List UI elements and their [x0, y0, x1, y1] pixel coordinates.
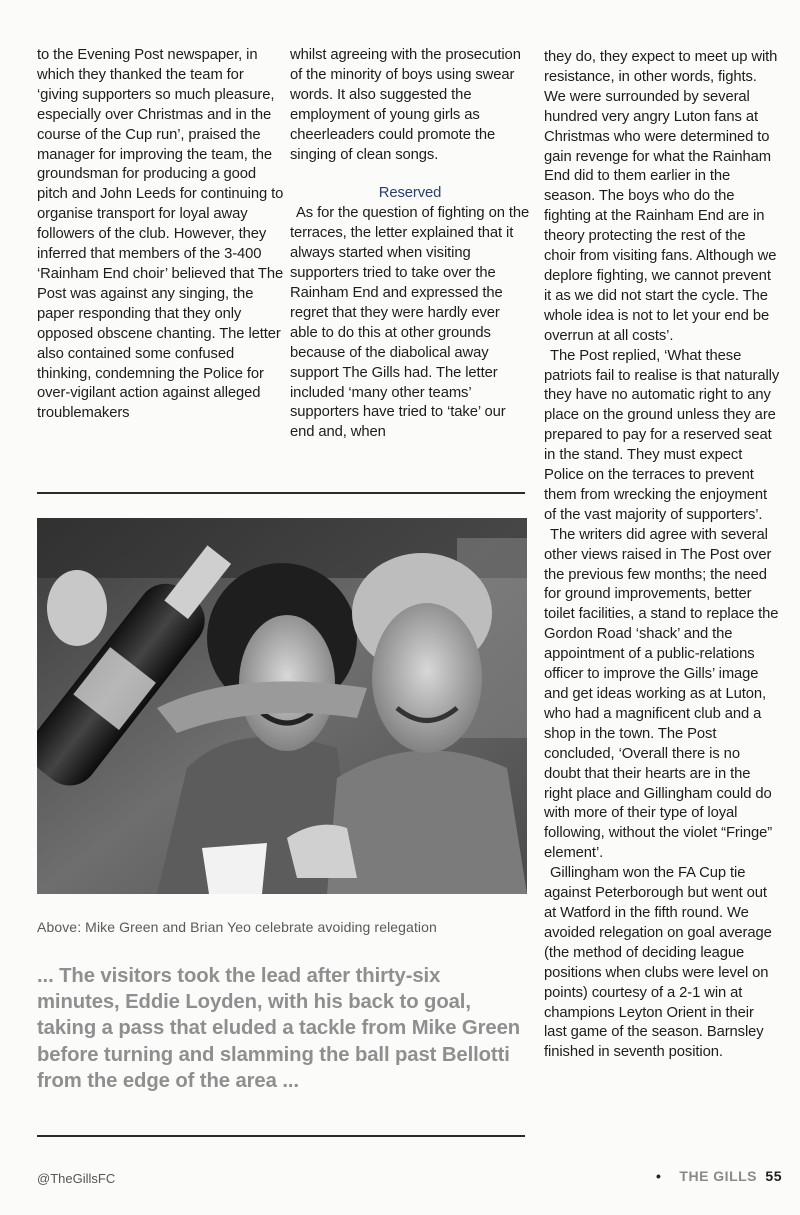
bullet-icon: •	[656, 1168, 662, 1184]
article-column-3	[544, 48, 780, 1063]
article-column-2	[290, 46, 530, 443]
paragraph: to the Evening Post newspaper, in which they thanked the team for ‘giving supporters so much pleasure, especially over Christmas and in the course of the Cup run’, praised the manager for improving the team, the groundsman for producing a good pitch and John Leeds for continuing to organise transport for loyal away followers of the club. However, they inferred that members of the 3-400 ‘Rainham End choir’ believed that The Post was against any singing, the paper responding that they only opposed obscene chanting. The letter also contained some confused thinking, condemning the Police for over-vigilant action against alleged troublemakers	[37, 47, 284, 422]
pull-quote: ... The visitors took the lead after thirty-six minutes, Eddie Loyden, with his back to goal, taking a pass that eluded a tackle from Mike Green before turning and slamming the ball past Bellotti from the edge of the area ...	[37, 965, 521, 1092]
photo-players-celebrating	[37, 518, 527, 894]
divider-rule	[37, 1135, 525, 1137]
divider-rule	[37, 492, 525, 494]
article-column-1	[37, 46, 285, 424]
photo-caption: Above: Mike Green and Brian Yeo celebrate avoiding relegation	[37, 919, 437, 935]
paragraph: they do, they expect to meet up with resistance, in other words, fights. We were surrounded by several hundred very angry Luton fans at Christmas who were determined to gain revenge for what the Rainham End did to them earlier in the season. The boys who do the fighting at the Rainham End are in theory protecting the rest of the choir from visiting fans. Although we deplore fighting, we cannot prevent it as we did not start the cycle. The whole idea is not to let your end be overrun at all costs’.	[544, 49, 778, 344]
page-number: 55	[765, 1168, 782, 1184]
magazine-name: THE GILLS	[679, 1168, 758, 1184]
section-subhead: Reserved	[378, 185, 442, 202]
paragraph: Gillingham won the FA Cup tie against Peterborough but went out at Watford in the fifth round. We avoided relegation on goal average (the method of deciding league positions when clubs were level on points) courtesy of a 2-1 win at champions Leyton Orient in their last game of the season. Barnsley finished in seventh position.	[544, 865, 772, 1061]
paragraph: The writers did agree with several other views raised in The Post over the previous few months; the need for ground improvements, better toilet facilities, a stand to replace the Gordon Road ‘shack’ and the appointment of a public-relations officer to improve the Gills’ image and get ideas working as at Luton, who had a magnificent club and a shop in the town. The Post concluded, ‘Overall there is no doubt that their hearts are in the right place and Gillingham could do with more of their type of loyal following, without the violet “Fringe” element’.	[544, 526, 779, 862]
photo-image	[37, 518, 527, 894]
page-footer	[656, 1168, 782, 1184]
paragraph: whilst agreeing with the prosecution of the minority of boys using swear words. It also suggested the employment of young girls as cheerleaders could promote the singing of clean songs.	[290, 47, 521, 163]
paragraph: The Post replied, ‘What these patriots fail to realise is that naturally they have no automatic right to any place on the ground unless they are prepared to pay for a reserved seat in the stand. They must expect Police on the terraces to prevent them from wrecking the enjoyment of the vast majority of supporters’.	[544, 347, 780, 523]
twitter-handle: @TheGillsFC	[37, 1171, 116, 1186]
paragraph: As for the question of fighting on the terraces, the letter explained that it always started when visiting supporters tried to take over the Rainham End and expressed the regret that they were hardly ever able to do this at other grounds because of the diabolical away support The Gills had. The letter included ‘many other teams’ supporters have tried to ‘take’ our end and, when	[290, 205, 530, 441]
